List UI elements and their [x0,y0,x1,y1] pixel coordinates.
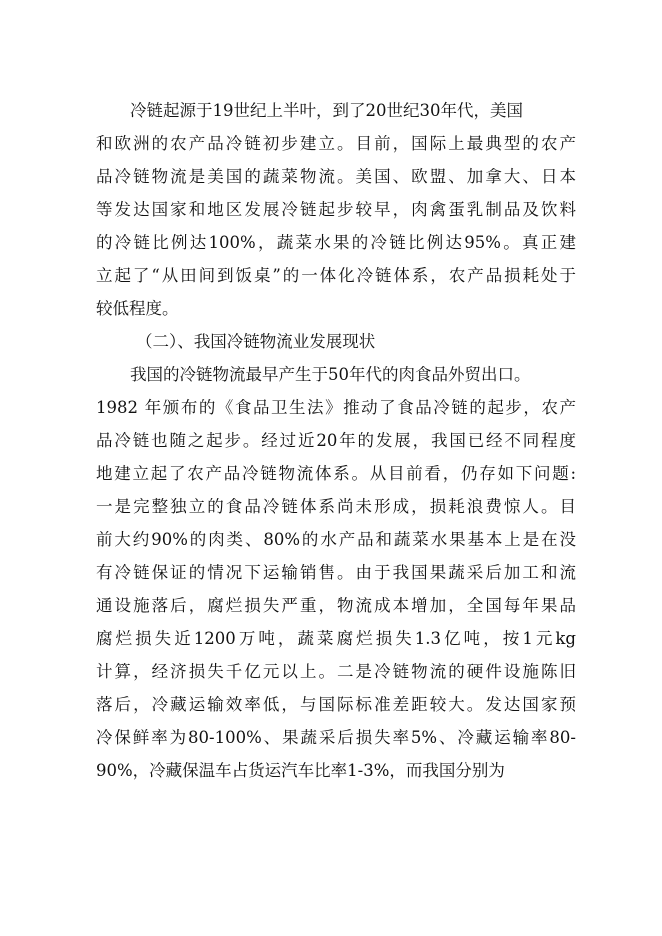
paragraph-2-line-8: 通设施落后，腐烂损失严重，物流成本增加，全国每年果品 [96,596,576,615]
paragraph-2-line-13: 90%，冷藏保温车占货运汽车比率1-3%，而我国分别为 [96,761,505,780]
paragraph-2-line-10: 计算，经济损失千亿元以上。二是冷链物流的硬件设施陈旧 [96,662,576,681]
paragraph-2-line-2: 1982 年颁布的《食品卫生法》推动了食品冷链的起步，农产 [96,398,576,417]
paragraph-2-line-12: 冷保鲜率为80-100%、果蔬采后损失率5%、冷藏运输率80- [96,728,576,747]
paragraph-2-line-6: 前大约90%的肉类、80%的水产品和蔬菜水果基本上是在没 [96,530,576,549]
paragraph-2-line-3: 品冷链也随之起步。经过近20年的发展，我国已经不同程度 [96,431,576,450]
paragraph-2-line-11: 落后，冷藏运输效率低，与国际标准差距较大。发达国家预 [96,695,576,714]
paragraph-1-line-2: 和欧洲的农产品冷链初步建立。目前，国际上最典型的农产 [96,134,576,153]
paragraph-1-line-7: 较低程度。 [96,299,179,318]
paragraph-2-line-7: 有冷链保证的情况下运输销售。由于我国果蔬采后加工和流 [96,563,576,582]
paragraph-2-line-5: 一是完整独立的食品冷链体系尚未形成，损耗浪费惊人。目 [96,497,576,516]
paragraph-1-line-3: 品冷链物流是美国的蔬菜物流。美国、欧盟、加拿大、日本 [96,167,576,186]
paragraph-2-line-9: 腐烂损失近1200万吨，蔬菜腐烂损失1.3亿吨，按1元kg [96,629,576,648]
paragraph-1-line-6: 立起了“从田间到饭桌”的一体化冷链体系，农产品损耗处于 [96,266,576,285]
paragraph-1-line-1: 冷链起源于19世纪上半叶，到了20世纪30年代，美国 [130,101,523,120]
section-heading: （二）、我国冷链物流业发展现状 [136,332,376,351]
paragraph-2-line-1: 我国的冷链物流最早产生于50年代的肉食品外贸出口。 [130,365,531,384]
paragraph-1-line-4: 等发达国家和地区发展冷链起步较早，肉禽蛋乳制品及饮料 [96,200,576,219]
paragraph-1-line-5: 的冷链比例达100%，蔬菜水果的冷链比例达95%。真正建 [96,233,576,252]
paragraph-2-line-4: 地建立起了农产品冷链物流体系。从目前看，仍存如下问题: [96,464,576,483]
